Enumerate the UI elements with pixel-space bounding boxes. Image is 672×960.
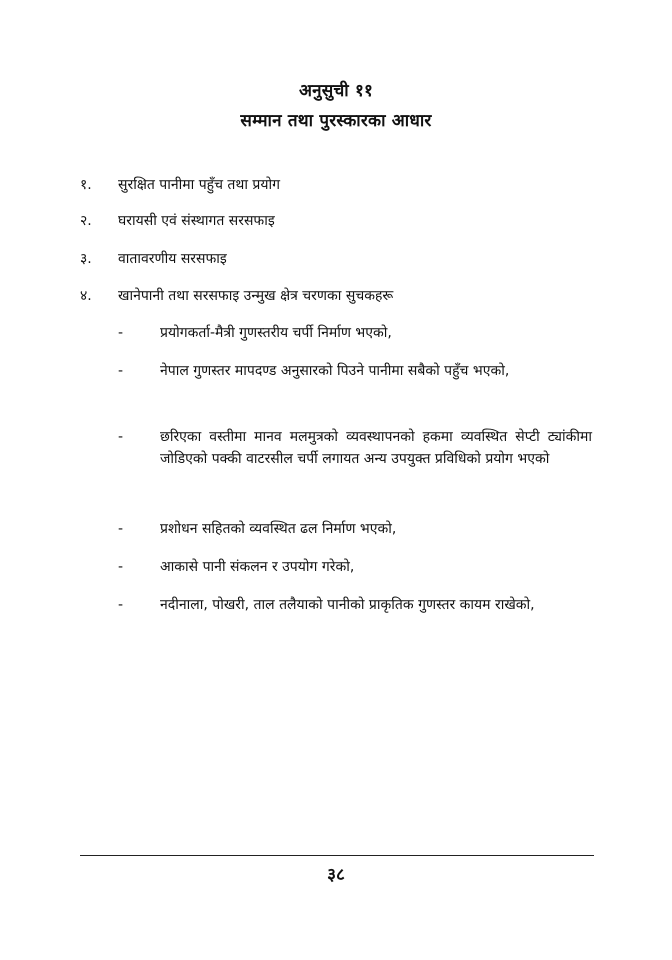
item-text: सुरक्षित पानीमा पहुँच तथा प्रयोग <box>118 177 281 193</box>
bullet-dash: - <box>118 597 124 613</box>
bullet-dash: - <box>118 325 124 341</box>
item-number: १. <box>80 177 92 193</box>
item-number: ४. <box>80 288 92 304</box>
sub-item-text: आकासे पानी संकलन र उपयोग गरेको, <box>160 559 355 575</box>
sub-item-text: प्रयोगकर्ता-मैत्री गुणस्तरीय चर्पी निर्माण भएको, <box>160 325 392 341</box>
page-number: ३८ <box>327 865 345 885</box>
bullet-dash: - <box>118 559 124 575</box>
bullet-dash: - <box>118 363 124 379</box>
annex-subtitle: सम्मान तथा पुरस्कारका आधार <box>240 111 432 131</box>
sub-item-text: छरिएका वस्तीमा मानव मलमुत्रको व्यवस्थापनको हकमा व्यवस्थित सेप्टी ट्यांकीमा जोडिएको पक्की वाटरसील चर्पी लगायत अन्य उपयुक्त प्रविधिको प्रयोग भएको <box>160 429 592 467</box>
footer-divider <box>80 855 594 856</box>
item-text: घरायसी एवं संस्थागत सरसफाइ <box>118 213 275 229</box>
bullet-dash: - <box>118 429 124 445</box>
annex-title: अनुसुची ११ <box>298 81 374 101</box>
bullet-dash: - <box>118 521 124 537</box>
sub-item-text: नेपाल गुणस्तर मापदण्ड अनुसारको पिउने पानीमा सबैको पहुँच भएको, <box>160 363 510 379</box>
sub-item-text: प्रशोधन सहितको व्यवस्थित ढल निर्माण भएको, <box>160 521 397 537</box>
item-text: वातावरणीय सरसफाइ <box>118 251 227 267</box>
item-text: खानेपानी तथा सरसफाइ उन्मुख क्षेत्र चरणका सुचकहरू <box>118 288 394 304</box>
item-number: २. <box>80 213 92 229</box>
item-number: ३. <box>80 251 92 267</box>
sub-item-text: नदीनाला, पोखरी, ताल तलैयाको पानीको प्राकृतिक गुणस्तर कायम राखेको, <box>160 597 535 613</box>
